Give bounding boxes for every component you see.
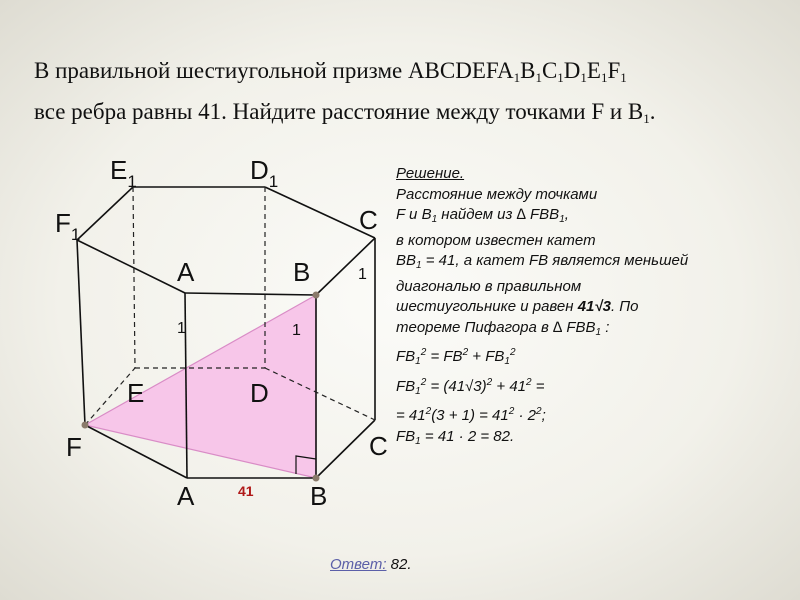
solution-line-1: Расстояние между точками	[396, 185, 598, 203]
problem-line-2: все ребра равны 41. Найдите расстояние между точками F и $B_1$.	[34, 99, 656, 126]
edge-mark-bb1: 1	[292, 322, 301, 339]
label-f1: $F_1$	[55, 208, 81, 244]
top-hexagon	[77, 187, 375, 295]
solution-line-10: = $41^2(3 + 1) = 41^2 \cdot 2^2$;	[396, 406, 546, 424]
solution-heading: Решение.	[396, 165, 465, 182]
point-f	[82, 422, 89, 429]
solution-line-6: шестиугольнике и равен 41√3. По	[396, 298, 639, 315]
label-d1: $D_1$	[250, 155, 279, 191]
solution-line-8: $FB_1^2 = FB^2 + FB_1^2$	[396, 347, 516, 367]
edge-mark-cc1: 1	[358, 266, 367, 283]
label-f: F	[66, 432, 82, 462]
point-b1	[313, 292, 320, 299]
solution-line-3: в котором известен катет	[396, 231, 596, 249]
label-d: D	[250, 378, 269, 408]
label-c1: C	[359, 205, 378, 235]
solution-line-11: $FB_1 = 41 \cdot 2 = 82$.	[396, 427, 515, 447]
solution-line-4: $BB_1 = 41$, а катет FB является меньшей	[396, 252, 689, 271]
answer-label: Ответ:	[330, 556, 387, 573]
edge-mark-aa1: 1	[177, 320, 186, 337]
solution-block	[396, 164, 781, 452]
label-e: E	[127, 378, 145, 408]
solution-line-2: F и $B_1$ найдем из ∆ $FBB_1$,	[396, 206, 569, 225]
label-b1: B	[293, 257, 311, 287]
label-c: C	[369, 431, 388, 461]
label-b: B	[310, 481, 328, 511]
solution-line-7: теореме Пифагора в ∆ $FBB_1$ :	[396, 318, 610, 338]
solution-line-5: диагональю в правильном	[396, 277, 582, 295]
solution-line-9: $FB_1^2 = (41√3)^2 + 41^2$ =	[396, 376, 545, 397]
base-edge-value: 41	[238, 483, 254, 499]
label-e1: $E_1$	[110, 155, 137, 191]
triangle-fbb1	[85, 295, 316, 478]
label-a1: A	[177, 257, 195, 287]
answer-value: 82.	[386, 556, 412, 573]
problem-line-1: В правильной шестиугольной призме $ABCDEFA_1B_1C_1D_1E_1F_1$	[34, 58, 627, 85]
answer	[330, 556, 412, 573]
label-a: A	[177, 481, 195, 511]
